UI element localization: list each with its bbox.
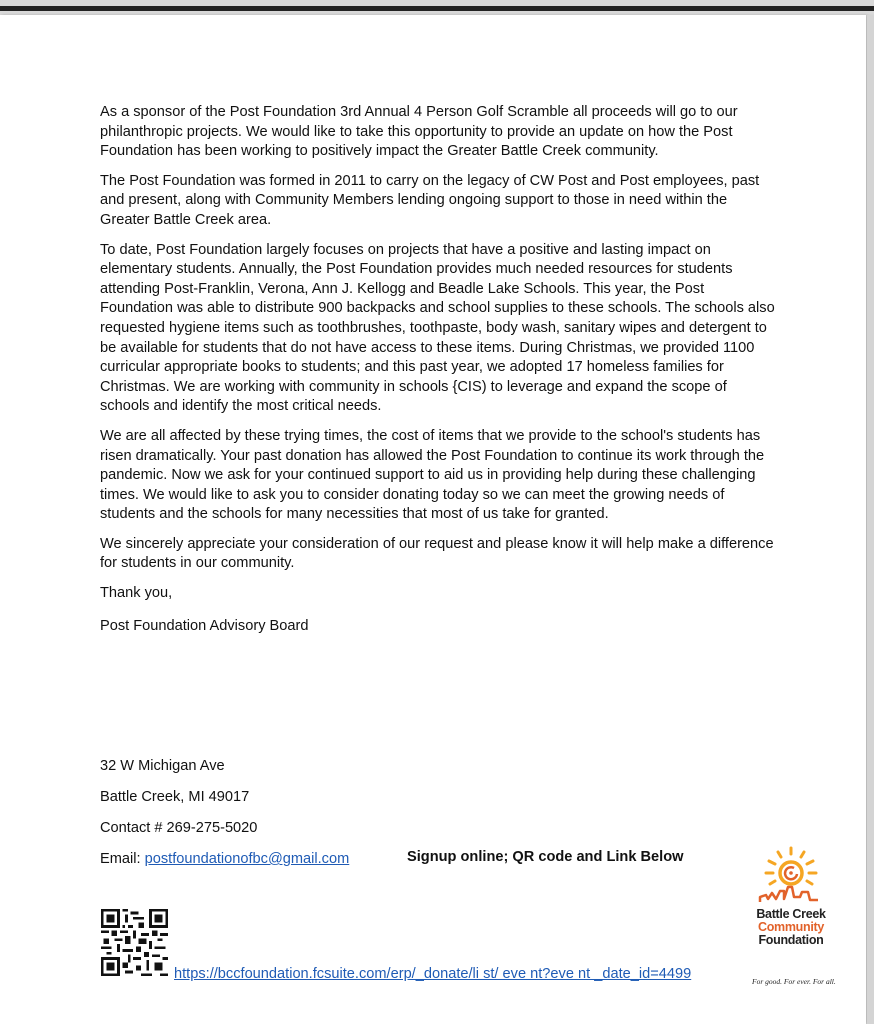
signature: Post Foundation Advisory Board [100,617,309,634]
donate-link[interactable]: https://bccfoundation.fcsuite.com/erp/_donate/li st/ eve nt?eve nt _date_id=4499 [174,966,692,982]
qr-code[interactable] [101,909,168,976]
bccf-logo [748,845,834,947]
sun-skyline-icon [748,845,834,903]
signup-heading: Signup online; QR code and Link Below [407,849,684,865]
paragraph-history: The Post Foundation was formed in 2011 to carry on the legacy of CW Post and Post employees, past and present, along with Community Members lending ongoing support to those in need within the Greater Battle Creek area. [100,172,760,228]
viewer-toolbar-divider [0,6,874,11]
logo-line-2: Community [757,920,825,934]
paragraph-appreciation: We sincerely appreciate your consideration of our request and please know it will help make a difference for students in our community. [100,535,774,572]
logo-line-3: Foundation [758,933,824,947]
city-state-zip: Battle Creek, MI 49017 [100,789,250,805]
scrollbar-track[interactable] [867,15,874,1024]
letter-body [100,103,780,649]
closing: Thank you, [100,585,173,602]
paragraph-projects: To date, Post Foundation largely focuses on projects that have a positive and lasting impact on elementary students. Annually, the Post Foundation provides much needed resources for students attending Post-Franklin, Verona, Ann J. Kellogg and Beadle Lake Schools. This year, the Post Foundation was able to distribute 900 backpacks and school supplies to these schools. The schools also requested hygiene items such as toothbrushes, toothpaste, body wash, sanitary wipes and detergent to be available for students that do not have access to these items. During Christmas, we provided 1100 curricular appropriate books to students; and this past year, we adopted 17 homeless families for Christmas. We are working with community in schools {CIS) to leverage and expand the scope of schools and identify the most critical needs. [100,241,775,415]
phone-number: Contact # 269-275-5020 [100,820,258,836]
email-link[interactable]: postfoundationofbc@gmail.com [144,851,350,867]
logo-line-1: Battle Creek [756,907,826,921]
logo-tagline: For good. For ever. For all. [752,977,836,986]
paragraph-sponsor: As a sponsor of the Post Foundation 3rd Annual 4 Person Golf Scramble all proceeds will go to our philanthropic projects. We would like to take this opportunity to provide an update on how the Post Foundation has been working to positively impact the Greater Battle Creek community. [100,104,738,160]
paragraph-appeal: We are all affected by these trying times, the cost of items that we provide to the school's students has risen dramatically. Your past donation has allowed the Post Foundation to continue its work through the pandemic. Now we ask for your continued support to aid us in providing help during these challenging times. We would like to ask you to consider donating today so we can meet the growing needs of students and the schools for many necessities that most of us take for granted. [100,427,765,523]
street-address: 32 W Michigan Ave [100,758,225,774]
email-label: Email: [100,851,145,867]
email-line [100,850,349,881]
contact-block [100,757,349,881]
